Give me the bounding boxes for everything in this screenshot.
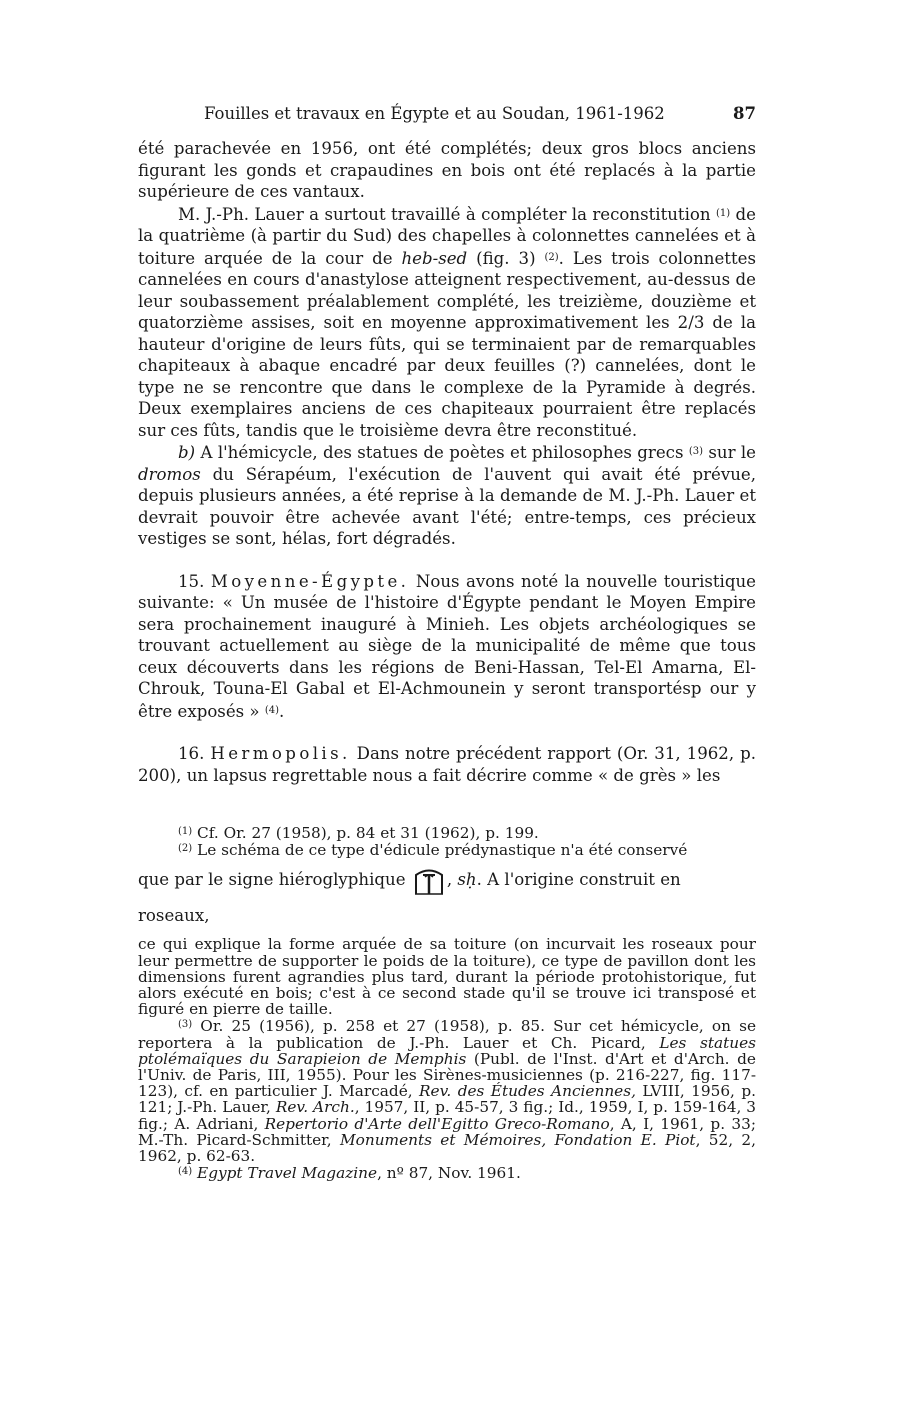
italic-term-dromos: dromos: [138, 464, 201, 484]
footnote-2-continuation: ce qui explique la forme arquée de sa toiture (on incurvait les roseaux pour leur permettre de supporter le poids de la toiture), ce type de pavillon dont les dimensions furent agrandies plus tard, durant la période protohistorique, fut alors exécuté en bois; c'est à ce second stade qu'il se trouve ici transposé et figuré en pierre de taille.: [138, 935, 756, 1019]
running-header: [138, 104, 756, 126]
paragraph-lauer-reconstruction: [138, 203, 756, 442]
citation-title: Egypt Travel Magazine: [192, 1164, 378, 1183]
running-title: Fouilles et travaux en Égypte et au Soudan, 1961-1962: [204, 104, 665, 123]
text-run: A l'hémicycle, des statues de poètes et philosophes grecs: [195, 443, 689, 462]
footnote-text: Cf. Or. 27 (1958), p. 84 et 31 (1962), p. 199.: [192, 824, 539, 842]
section-16-hermopolis: [138, 743, 756, 786]
footnote-text: Or. 25 (1956), p. 258 et 27 (1958), p. 85. Sur cet hémicycle, on se reportera à la publication de J.-Ph. Lauer et Ch. Picard,: [138, 1017, 756, 1052]
footnote-ref-3: (3): [688, 446, 704, 457]
item-letter-b: b): [178, 443, 196, 462]
citation-title: Rev. des Études Anciennes,: [419, 1082, 636, 1101]
footnote-text: , 1957, II, p. 45-57, 3 fig.; Id., 1959, I, p. 159-164, 3 fig.; A. Adriani,: [138, 1098, 756, 1133]
section-number: 16.: [178, 744, 205, 763]
hieroglyph-shrine-icon: [414, 867, 444, 895]
citation-title: Repertorio d'Arte dell'Egitto Greco-Romano: [264, 1114, 610, 1133]
text-run: de la quatrième (à partir du Sud) des chapelles à colonnettes cannelées et à toiture arquée de la cour de: [138, 204, 756, 268]
footnotes: [138, 824, 756, 1181]
footnote-ref-2: (2): [544, 251, 559, 263]
footnote-text: , 52, 2, 1962, p. 62-63.: [138, 1130, 756, 1166]
section-heading: Hermopolis.: [210, 744, 351, 763]
footnote-text: , A, I, 1961, p. 33; M.-Th. Picard-Schmitter,: [138, 1114, 756, 1149]
page-number: 87: [733, 104, 756, 123]
citation-title: Monuments et Mémoires, Fondation E. Piot: [339, 1130, 696, 1149]
footnote-text: Le schéma de ce type d'édicule prédynastique n'a été conservé: [192, 841, 688, 860]
footnote-ref-1: (1): [715, 207, 731, 219]
text-run: . Les trois colonnettes cannelées en cours d'anastylose atteignent respectivement, au-dessus de leur soubassement préalablement complété, les treizième, douzième et quatorzième assises, soit en moyenne approximativement les 2/3 de la hauteur d'origine de leurs fûts, qui se terminaient par de remarquables chapiteaux à abaque encadré par deux feuilles (?) cannelées, dont le type ne se rencontre que dans le complexe de la Pyramide à degrés. Deux exemplaires anciens de ces chapiteaux pourraient être replacés sur ces fûts, tandis que le troisième devra être reconstitué.: [138, 248, 756, 440]
section-number: 15.: [178, 571, 205, 591]
text-run: Nous avons noté la nouvelle touristique suivante: « Un musée de l'histoire d'Égypte pendant le Moyen Empire sera prochainement inauguré à Minieh. Les objets archéologiques se trouvant actuellement au siège de la municipalité de même que tous ceux découverts dans les régions de Beni-Hassan, Tel-El Amarna, El-Chrouk, Touna-El Gabal et El-Achmounein y seront transportésp our y être exposés »: [138, 571, 756, 721]
citation-title: Les statues ptolémaïques du Sarapieion de Memphis: [138, 1033, 756, 1068]
paragraph-continuation: été parachevée en 1956, ont été complétés; deux gros blocs anciens figurant les gonds et crapaudines en bois ont été replacés à la partie supérieure de ces vantaux.: [138, 139, 756, 201]
citation-title: Rev. Arch.: [275, 1098, 355, 1117]
text-run: Dans notre précédent rapport (Or. 31, 1962, p. 200), un lapsus regrettable nous a fait décrire comme « de grès » les: [138, 744, 756, 785]
footnote-mark: (4): [178, 1166, 193, 1178]
footnote-1: [138, 824, 756, 841]
footnote-mark: (2): [178, 843, 193, 855]
section-heading: Moyenne-Égypte.: [210, 571, 410, 591]
footnote-3: [138, 1017, 756, 1164]
text-run: sur le: [703, 443, 757, 462]
footnote-text: LVIII, 1956, p. 121; J.-Ph. Lauer,: [138, 1082, 756, 1117]
footnote-2: [138, 841, 756, 858]
footnote-text: , nº 87, Nov. 1961.: [377, 1164, 521, 1183]
main-text: [138, 138, 756, 786]
text-run: .: [279, 701, 285, 721]
italic-term-heb-sed: heb-sed: [401, 248, 468, 268]
section-15-moyenne-egypte: [138, 571, 756, 723]
paragraph-hemicycle: [138, 441, 756, 550]
text-run: M. J.-Ph. Lauer a surtout travaillé à compléter la reconstitution: [178, 204, 716, 224]
footnote-text: . A l'origine construit en roseaux,: [138, 870, 681, 926]
footnote-mark: (3): [178, 1019, 193, 1031]
footnote-4: [138, 1164, 756, 1181]
text-run: (fig. 3): [467, 248, 545, 268]
footnote-ref-4: (4): [264, 704, 280, 716]
transliteration-sh: sḥ: [457, 870, 477, 890]
text-run: du Sérapéum, l'exécution de l'auvent qui avait été prévue, depuis plusieurs années, a été reprise à la demande de M. J.-Ph. Lauer et devrait pouvoir être achevée avant l'été; entre-temps, ces précieux vestiges se sont, hélas, fort dégradés.: [138, 464, 756, 548]
footnote-text: que par le signe hiéroglyphique: [138, 870, 411, 890]
footnote-mark: (1): [178, 826, 193, 837]
footnote-2-hieroglyph-line: que par le signe hiéroglyphique , sḥ. A l'origine construit en roseaux,: [138, 862, 756, 934]
footnote-text: (Publ. de l'Inst. d'Art et d'Arch. de l'Univ. de Paris, III, 1955). Pour les Sirènes-musiciennes (p. 216-227, fig. 117-123), cf. en particulier J. Marcadé,: [138, 1049, 756, 1101]
